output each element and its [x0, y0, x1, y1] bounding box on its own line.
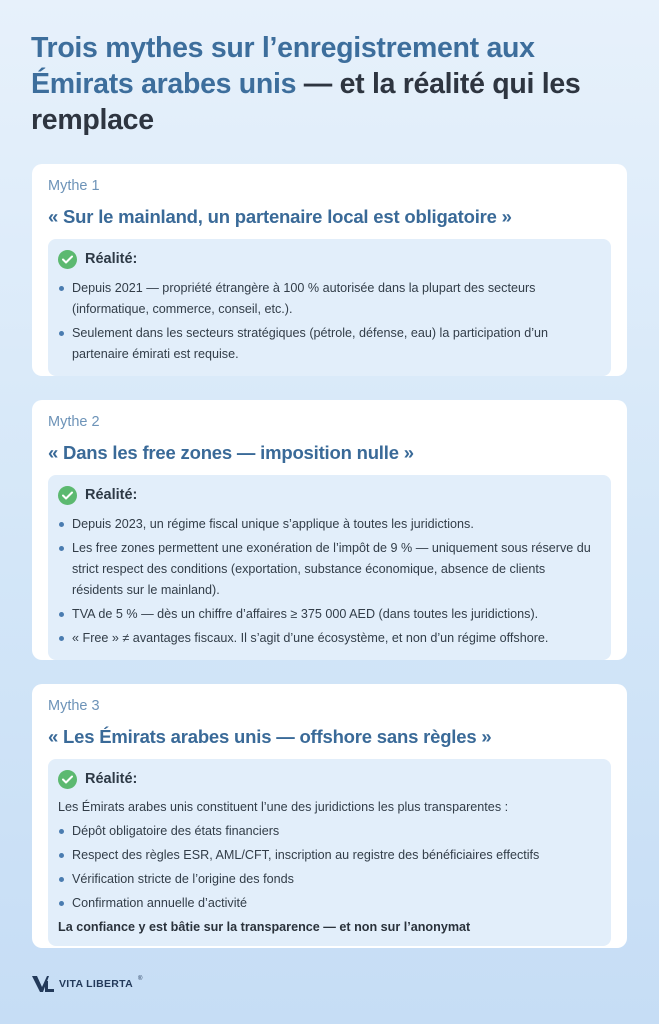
list-item: Les free zones permettent une exonération de l’impôt de 9 % — uniquement sous réserve du strict respect des conditions (exportation, substance économique, absence de clients résidents sur le mainland).	[58, 538, 599, 601]
reality-panel	[48, 759, 611, 946]
myth-statement: « Les Émirats arabes unis — offshore sans règles »	[48, 726, 492, 747]
reality-intro: Les Émirats arabes unis constituent l’une des juridictions les plus transparentes :	[58, 800, 509, 814]
check-icon	[58, 250, 77, 269]
reality-panel	[48, 239, 611, 376]
registered-mark: ®	[137, 976, 143, 982]
list-item: Seulement dans les secteurs stratégiques (pétrole, défense, eau) la participation d’un partenaire émirati est requise.	[58, 323, 599, 365]
list-item: Respect des règles ESR, AML/CFT, inscription au registre des bénéficiaires effectifs	[58, 845, 599, 866]
brand-logo	[32, 973, 142, 995]
vita-liberta-logo-icon	[32, 975, 54, 993]
check-icon	[58, 486, 77, 505]
title-highlight: Trois mythes sur l’enregistrement aux Émirats arabes unis	[31, 32, 535, 101]
myth-card-3	[32, 684, 627, 948]
myth-number: Mythe 1	[48, 178, 100, 194]
reality-panel	[48, 475, 611, 660]
list-item: Confirmation annuelle d’activité	[58, 893, 599, 914]
reality-header	[58, 485, 599, 505]
myth-card-2	[32, 400, 627, 660]
check-icon	[58, 770, 77, 789]
myth-number: Mythe 2	[48, 414, 100, 430]
reality-label: Réalité:	[85, 771, 138, 787]
list-item: TVA de 5 % — dès un chiffre d’affaires ≥ 375 000 AED (dans toutes les juridictions).	[58, 604, 599, 625]
list-item: Vérification stricte de l’origine des fonds	[58, 869, 599, 890]
page-title	[31, 30, 631, 139]
title-rest: — et la réalité qui les remplace	[31, 68, 581, 137]
list-item: Dépôt obligatoire des états financiers	[58, 821, 599, 842]
logo-text: VITA LIBERTA	[59, 978, 133, 990]
myth-statement: « Dans les free zones — imposition nulle »	[48, 442, 414, 463]
reality-header	[58, 769, 599, 789]
reality-label: Réalité:	[85, 487, 138, 503]
reality-label: Réalité:	[85, 251, 138, 267]
reality-list	[58, 278, 599, 365]
reality-conclusion: La confiance y est bâtie sur la transparence — et non sur l’anonymat	[58, 920, 471, 934]
list-item: Depuis 2021 — propriété étrangère à 100 % autorisée dans la plupart des secteurs (informatique, commerce, conseil, etc.).	[58, 278, 599, 320]
myth-statement: « Sur le mainland, un partenaire local est obligatoire »	[48, 206, 512, 227]
list-item: « Free » ≠ avantages fiscaux. Il s’agit d’une écosystème, et non d’un régime offshore.	[58, 628, 599, 649]
reality-list	[58, 514, 599, 649]
list-item: Depuis 2023, un régime fiscal unique s’applique à toutes les juridictions.	[58, 514, 599, 535]
myth-number: Mythe 3	[48, 698, 100, 714]
reality-header	[58, 249, 599, 269]
reality-list	[58, 821, 599, 914]
myth-card-1	[32, 164, 627, 376]
